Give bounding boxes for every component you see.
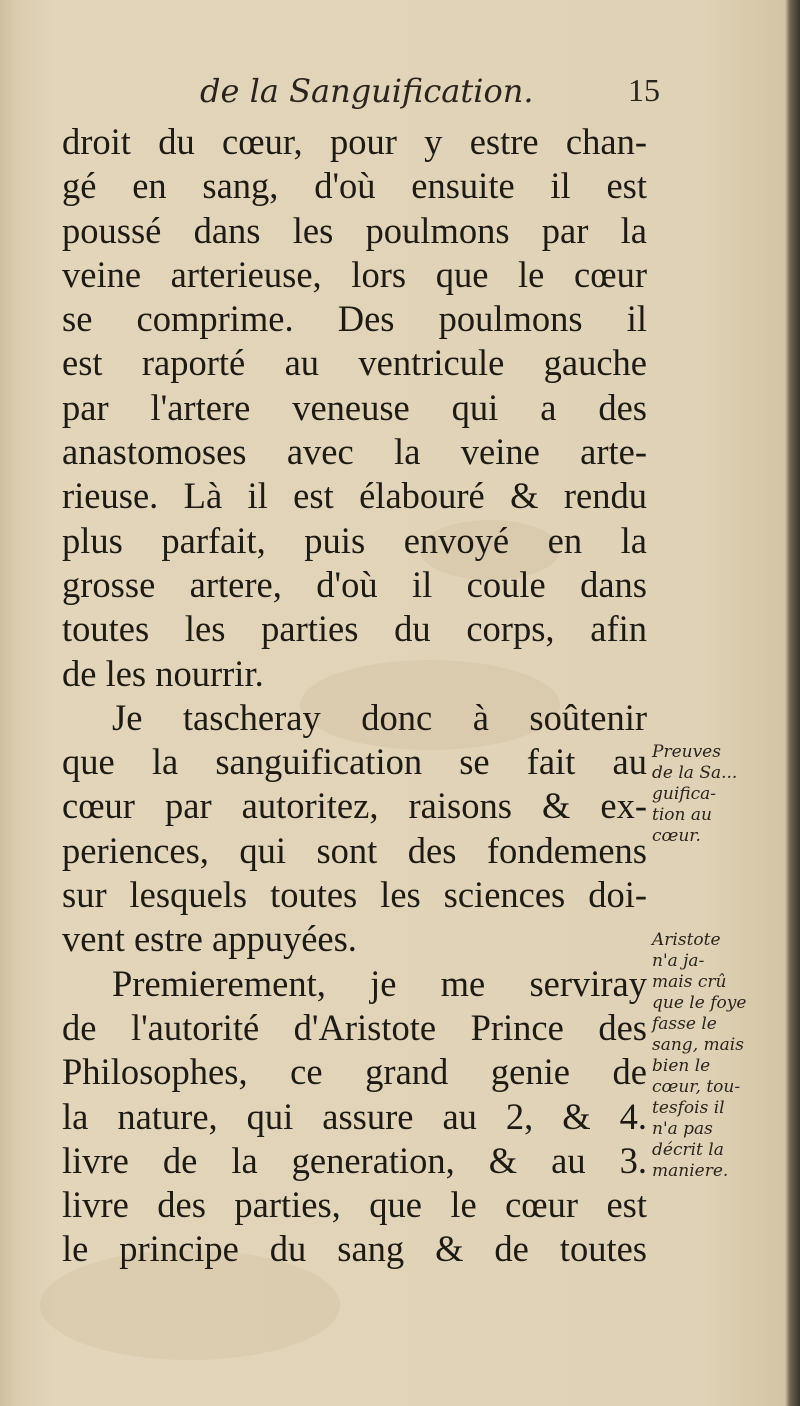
text-line: cœur par autoritez, raisons & ex- — [62, 785, 647, 827]
text-line: plus parfait, puis envoyé en la — [62, 519, 647, 561]
margin-note-line: cœur. — [652, 826, 701, 846]
text-line: de l'autorité d'Aristote Prince des — [62, 1006, 647, 1048]
margin-note-line: de la Sa... — [652, 763, 738, 783]
main-text — [62, 120, 647, 1272]
text-line: anastomoses avec la veine arte- — [62, 431, 647, 473]
page-number: 15 — [628, 72, 660, 108]
text-line: livre des parties, que le cœur est — [62, 1184, 647, 1226]
page-header — [60, 72, 660, 122]
text-line: poussé dans les poulmons par la — [62, 209, 647, 251]
text-line: le principe du sang & de toutes — [62, 1228, 647, 1270]
text-line: droit du cœur, pour y estre chan- — [62, 121, 647, 162]
text-line: grosse artere, d'où il coule dans — [62, 563, 647, 605]
text-line: toutes les parties du corps, afin — [62, 608, 647, 650]
margin-note-line: que le foye — [652, 993, 747, 1013]
text-line: veine arterieuse, lors que le cœur — [62, 253, 647, 295]
margin-note-line: n'a ja- — [652, 951, 705, 971]
running-title: de la Sanguification. — [200, 72, 534, 110]
margin-note-line: tesfois il — [652, 1098, 725, 1118]
text-line: Philosophes, ce grand genie de — [62, 1051, 647, 1093]
text-line: par l'artere veneuse qui a des — [62, 386, 647, 428]
margin-note-aristote — [652, 930, 746, 1182]
text-line: livre de la generation, & au 3. — [62, 1139, 647, 1181]
text-line: gé en sang, d'où ensuite il est — [62, 165, 647, 207]
text-line: sur lesquels toutes les sciences doi- — [62, 874, 647, 916]
text-line: rieuse. Là il est élabouré & rendu — [62, 475, 647, 517]
text-line: de les nourrir. — [62, 652, 264, 694]
margin-note-line: Preuves — [652, 742, 721, 762]
margin-note-line: cœur, tou- — [652, 1077, 741, 1097]
text-line: que la sanguification se fait au — [62, 741, 647, 783]
margin-note-line: fasse le — [652, 1014, 717, 1034]
margin-note-line: décrit la — [652, 1140, 724, 1160]
text-line: la nature, qui assure au 2, & 4. — [62, 1095, 647, 1137]
text-line: se comprime. Des poulmons il — [62, 298, 647, 340]
margin-note-line: maniere. — [652, 1161, 729, 1181]
text-line: periences, qui sont des fondemens — [62, 829, 647, 871]
margin-note-line: guifica- — [652, 784, 717, 804]
text-line: vent estre appuyées. — [62, 918, 357, 960]
margin-note-line: sang, mais — [652, 1035, 744, 1055]
margin-note-line: tion au — [652, 805, 712, 825]
text-line: Premierement, je me serviray — [112, 962, 647, 1004]
margin-note-line: Aristote — [652, 930, 721, 950]
margin-note-line: bien le — [652, 1056, 711, 1076]
text-line: est raporté au ventricule gauche — [62, 342, 647, 384]
text-line: Je tascheray donc à soûtenir — [112, 696, 647, 738]
margin-note-line: mais crû — [652, 972, 727, 992]
margin-note-preuves — [652, 742, 737, 847]
margin-note-line: n'a pas — [652, 1119, 713, 1139]
